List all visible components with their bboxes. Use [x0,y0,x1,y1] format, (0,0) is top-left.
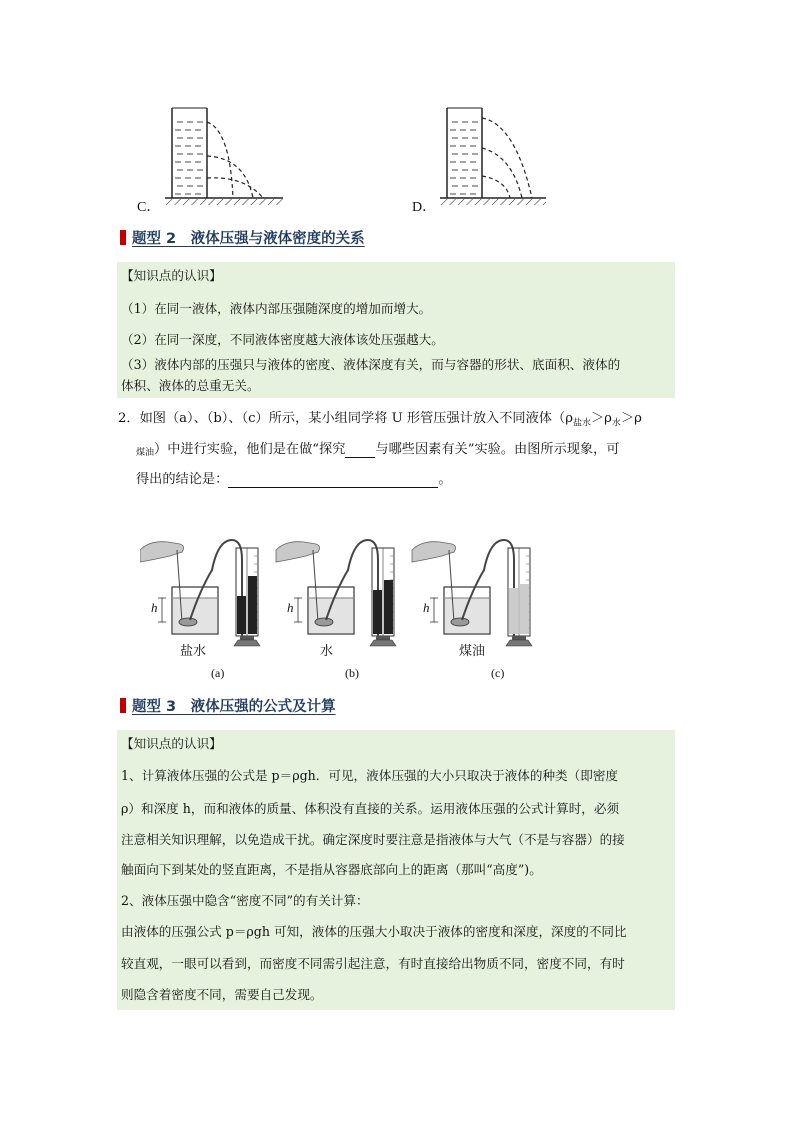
knowledge-point: （2）在同一深度，不同液体密度越大液体该处压强越大。 [121,332,444,347]
knowledge-box-3 [117,730,675,1010]
liquid-label-kerosene: 煤油 [459,644,486,659]
section-3-heading [120,695,336,716]
knowledge-point: （1）在同一液体，液体内部压强随深度的增加而增大。 [121,301,432,316]
panel-b-apparatus [276,540,396,646]
knowledge-line: 注意相关知识理解，以免造成干扰。确定深度时要注意是指液体与大气（不是与容器）的接 [121,832,625,847]
panel-c-apparatus [412,540,532,646]
depth-label-b: h [287,600,294,615]
question-2-line-2: $_{煤油}$）中进行实验，他们是在做“探究 与哪些因素有关”实验。由图所示现象，可 [136,442,620,458]
knowledge-box-title: 【知识点的认识】 [121,736,222,751]
caption-c: (c) [491,666,505,680]
knowledge-line: ρ）和深度 h，而和液体的质量、体积没有直接的关系。运用液体压强的公式计算时，必须 [121,801,620,816]
answer-blank-1[interactable] [345,442,375,458]
figure-option-d [410,100,560,210]
question-2-line-3: 得出的结论是： 。 [136,472,452,487]
liquid-label-salt-water: 盐水 [180,644,207,659]
liquid-label-water: 水 [320,644,334,659]
section-2-heading [120,227,365,248]
knowledge-box-2 [117,262,675,398]
knowledge-box-title: 【知识点的认识】 [121,268,222,283]
knowledge-point: 体积、液体的总重无关。 [121,378,260,393]
knowledge-line: 较直观，一眼可以看到，而密度不同需引起注意，有时直接给出物质不同，密度不同，有时 [121,956,625,971]
answer-blank-2[interactable] [228,472,438,488]
caption-b: (b) [345,666,359,680]
depth-label-c: h [423,600,430,615]
option-d-label: D． [412,200,437,215]
knowledge-point: （3）液体内部的压强只与液体的密度、液体深度有关，而与容器的形状、底面积、液体的 [121,357,621,372]
knowledge-line: 1、计算液体压强的公式是 p＝ρgh．可见，液体压强的大小只取决于液体的种类（即密度 [121,768,619,783]
section-2-title: 题型 2 液体压强与液体密度的关系 [132,231,365,247]
knowledge-line: 2、液体压强中隐含“密度不同”的有关计算： [121,893,369,908]
depth-label-a: h [151,600,158,615]
knowledge-line: 触面向下到某处的竖直距离，不是指从容器底部向上的距离（那叫“高度”)。 [121,862,542,877]
option-c-label: C． [137,200,161,215]
section-3-title: 题型 3 液体压强的公式及计算 [132,699,336,715]
knowledge-line: 则隐含着密度不同，需要自己发现。 [121,987,323,1002]
caption-a: (a) [211,666,225,680]
panel-a-apparatus [140,540,260,646]
figure-option-c [135,100,285,210]
question-2-line-1: 2．如图（a）、（b）、（c）所示，某小组同学将 U 形管压强计放入不同液体（$\rho_{盐水}>\rho_水>\rho$ [118,411,642,429]
heading-marker-icon [120,698,126,713]
knowledge-line: 由液体的压强公式 p＝ρgh 可知，液体的压强大小取决于液体的密度和深度，深度的不同比 [121,924,627,939]
heading-marker-icon [120,230,126,245]
